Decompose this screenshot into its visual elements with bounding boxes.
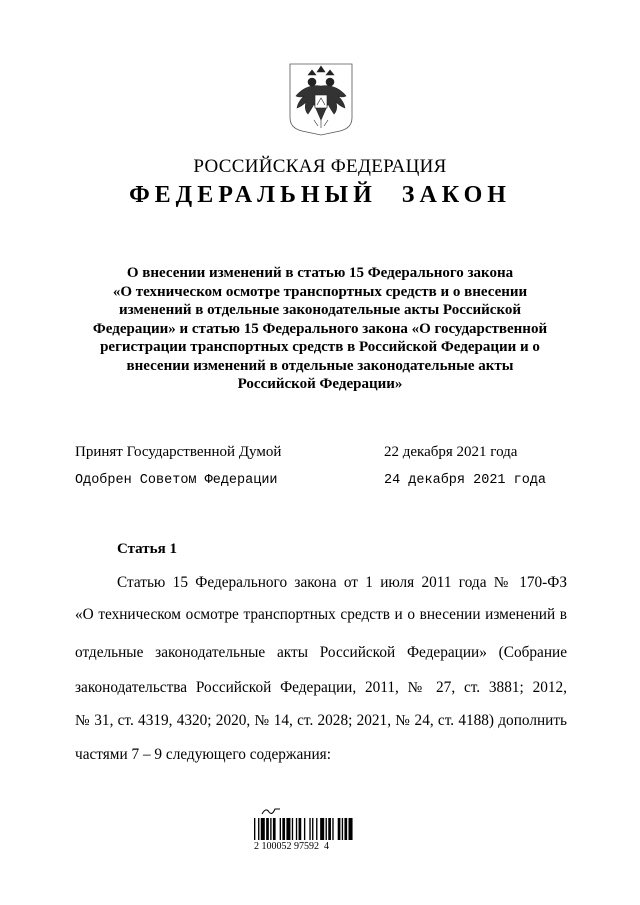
title-line: О внесении изменений в статью 15 Федерального закона — [126, 265, 514, 281]
article-text-line: законодательства Российской Федерации, 2011, № 27, ст. 3881; 2012, — [75, 679, 567, 696]
title-line: Федерации» и статью 15 Федерального закона «О государственной — [92, 320, 548, 337]
approved-council-label: Одобрен Советом Федерации — [75, 473, 278, 488]
title-line: регистрации транспортных средств в Российской Федерации и о — [100, 339, 540, 355]
document-type-heading: ФЕДЕРАЛЬНЫЙ ЗАКОН — [129, 182, 511, 208]
article-text-line: частями 7 – 9 следующего содержания: — [75, 746, 331, 763]
article-text-line: № 31, ст. 4319, 4320; 2020, № 14, ст. 2028; 2021, № 24, ст. 4188) дополнить — [75, 712, 567, 729]
adopted-duma-date: 22 декабря 2021 года — [384, 444, 518, 460]
approved-council-date: 24 декабря 2021 года — [384, 473, 547, 488]
country-heading: РОССИЙСКАЯ ФЕДЕРАЦИЯ — [193, 156, 447, 177]
title-line: «О техническом осмотре транспортных средств и о внесении — [112, 283, 528, 300]
title-line: Российской Федерации» — [237, 376, 403, 392]
article-text-line: «О техническом осмотре транспортных средств и о внесении изменений в — [75, 606, 567, 623]
adopted-duma-label: Принят Государственной Думой — [75, 444, 282, 460]
article-heading: Статья 1 — [117, 541, 177, 557]
barcode — [254, 806, 386, 856]
article-text-line: отдельные законодательные акты Российской Федерации» (Собрание — [75, 644, 567, 661]
barcode-mark-icon — [260, 806, 282, 816]
law-title — [80, 264, 560, 394]
title-line: внесении изменений в отдельные законодательные акты — [126, 357, 514, 374]
barcode-number: 2 100052 97592 4 — [254, 841, 329, 852]
barcode-bars — [254, 818, 386, 842]
coat-of-arms-emblem — [288, 62, 354, 136]
article-text-line: Статью 15 Федерального закона от 1 июля 2011 года № 170-ФЗ — [117, 574, 567, 591]
title-line: изменений в отдельные законодательные акты Российской — [118, 302, 522, 318]
